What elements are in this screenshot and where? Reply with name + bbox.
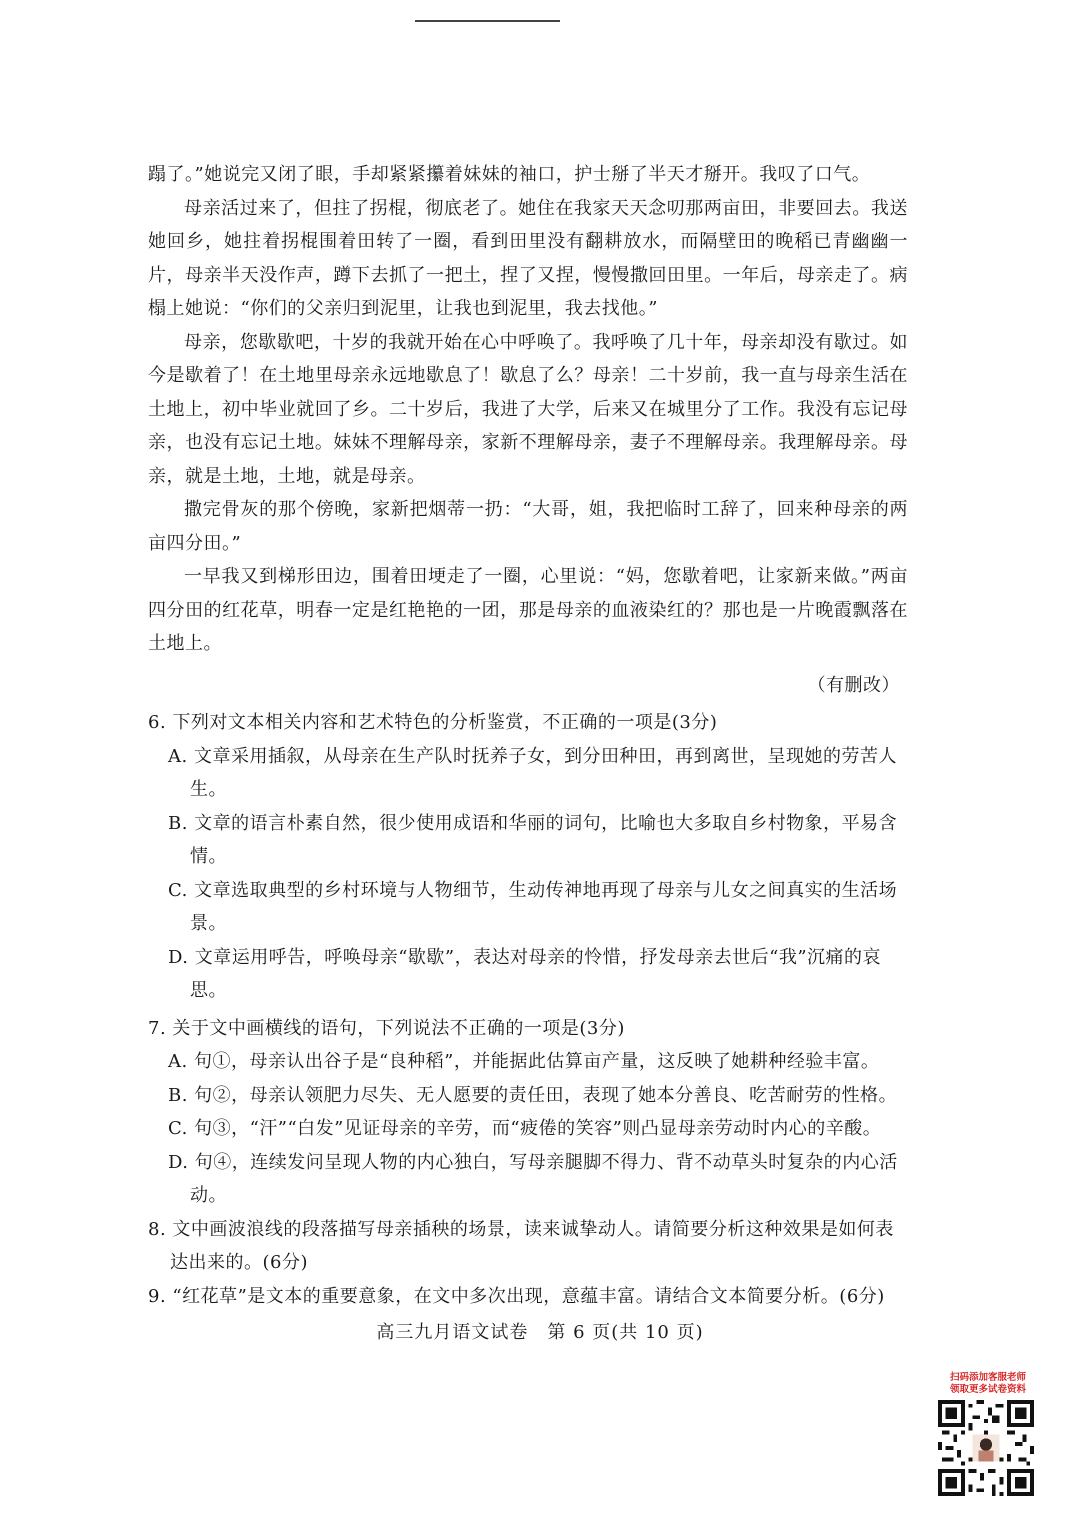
qr-promo[interactable] xyxy=(938,1372,1038,1496)
qr-caption xyxy=(938,1372,1038,1396)
question-6 xyxy=(148,706,908,1008)
top-rule xyxy=(415,20,560,22)
source-note: （有删改） xyxy=(807,674,900,696)
question-6-option-c: C. 文章选取典型的乡村环境与人物细节，生动传神地再现了母亲与儿女之间真实的生活场景。 xyxy=(168,879,898,934)
passage-paragraph-2: 母亲活过来了，但拄了拐棍，彻底老了。她住在我家天天念叨那两亩田，非要回去。我送她回乡，她拄着拐棍围着田转了一圈，看到田里没有翻耕放水，而隔壁田的晚稻已青幽幽一片，母亲半天没作声，蹲下去抓了一把土，捏了又捏，慢慢撒回田里。一年后，母亲走了。病榻上她说：“你们的父亲归到泥里，让我也到泥里，我去找他。” xyxy=(148,197,908,319)
question-6-option-a: A. 文章采用插叙，从母亲在生产队时抚养子女，到分田种田，再到离世，呈现她的劳苦人生。 xyxy=(168,745,897,800)
question-8: 8. 文中画波浪线的段落描写母亲插秧的场景，读来诚挚动人。请简要分析这种效果是如何表达出来的。(6分) xyxy=(148,1218,894,1273)
question-7-option-c: C. 句③，“汗”“白发”见证母亲的辛劳，而“疲倦的笑容”则凸显母亲劳动时内心的辛酸。 xyxy=(168,1118,882,1139)
question-7 xyxy=(148,1012,908,1213)
question-7-stem: 7. 关于文中画横线的语句，下列说法不正确的一项是(3分) xyxy=(148,1017,625,1039)
passage-and-questions xyxy=(148,158,908,1313)
question-6-stem: 6. 下列对文本相关内容和艺术特色的分析鉴赏，不正确的一项是(3分) xyxy=(148,712,718,733)
question-6-option-b: B. 文章的语言朴素自然，很少使用成语和华丽的词句，比喻也大多取自乡村物象，平易含情。 xyxy=(168,812,898,867)
qr-code-icon[interactable] xyxy=(938,1400,1034,1496)
passage-paragraph-1: 蹋了。”她说完又闭了眼，手却紧紧攥着妹妹的袖口，护士掰了半天才掰开。我叹了口气。 xyxy=(148,164,871,185)
qr-caption-line-2: 领取更多试卷资料 xyxy=(949,1384,1026,1395)
question-7-option-a: A. 句①，母亲认出谷子是“良种稻”，并能据此估算亩产量，这反映了她耕种经验丰富。 xyxy=(168,1051,880,1072)
passage-paragraph-4: 撒完骨灰的那个傍晚，家新把烟蒂一扔：“大哥，姐，我把临时工辞了，回来种母亲的两亩四分田。” xyxy=(148,499,908,554)
question-9: 9. “红花草”是文本的重要意象，在文中多次出现，意蕴丰富。请结合文本简要分析。(6分) xyxy=(148,1285,885,1307)
question-6-option-d: D. 文章运用呼告，呼唤母亲“歇歇”，表达对母亲的怜惜，抒发母亲去世后“我”沉痛的哀思。 xyxy=(168,946,882,1001)
passage-paragraph-3: 母亲，您歇歇吧，十岁的我就开始在心中呼唤了。我呼唤了几十年，母亲却没有歇过。如今是歇着了！在土地里母亲永远地歇息了！歇息了么？母亲！二十岁前，我一直与母亲生活在土地上，初中毕业就回了乡。二十岁后，我进了大学，后来又在城里分了工作。我没有忘记母亲，也没有忘记土地。妹妹不理解母亲，家新不理解母亲，妻子不理解母亲。我理解母亲。母亲，就是土地，土地，就是母亲。 xyxy=(148,331,908,487)
question-7-option-d: D. 句④，连续发问呈现人物的内心独白，写母亲腿脚不得力、背不动草头时复杂的内心活动。 xyxy=(168,1151,898,1206)
page-footer: 高三九月语文试卷 第 6 页(共 10 页) xyxy=(376,1322,704,1343)
question-7-option-b: B. 句②，母亲认领肥力尽失、无人愿要的责任田，表现了她本分善良、吃苦耐劳的性格。 xyxy=(168,1084,898,1106)
qr-caption-line-1: 扫码添加客服老师 xyxy=(949,1372,1026,1383)
passage-paragraph-5: 一早我又到梯形田边，围着田埂走了一圈，心里说：“妈，您歇着吧，让家新来做。”两亩四分田的红花草，明春一定是红艳艳的一团，那是母亲的血液染红的？那也是一片晚霞飘落在土地上。 xyxy=(148,566,908,654)
